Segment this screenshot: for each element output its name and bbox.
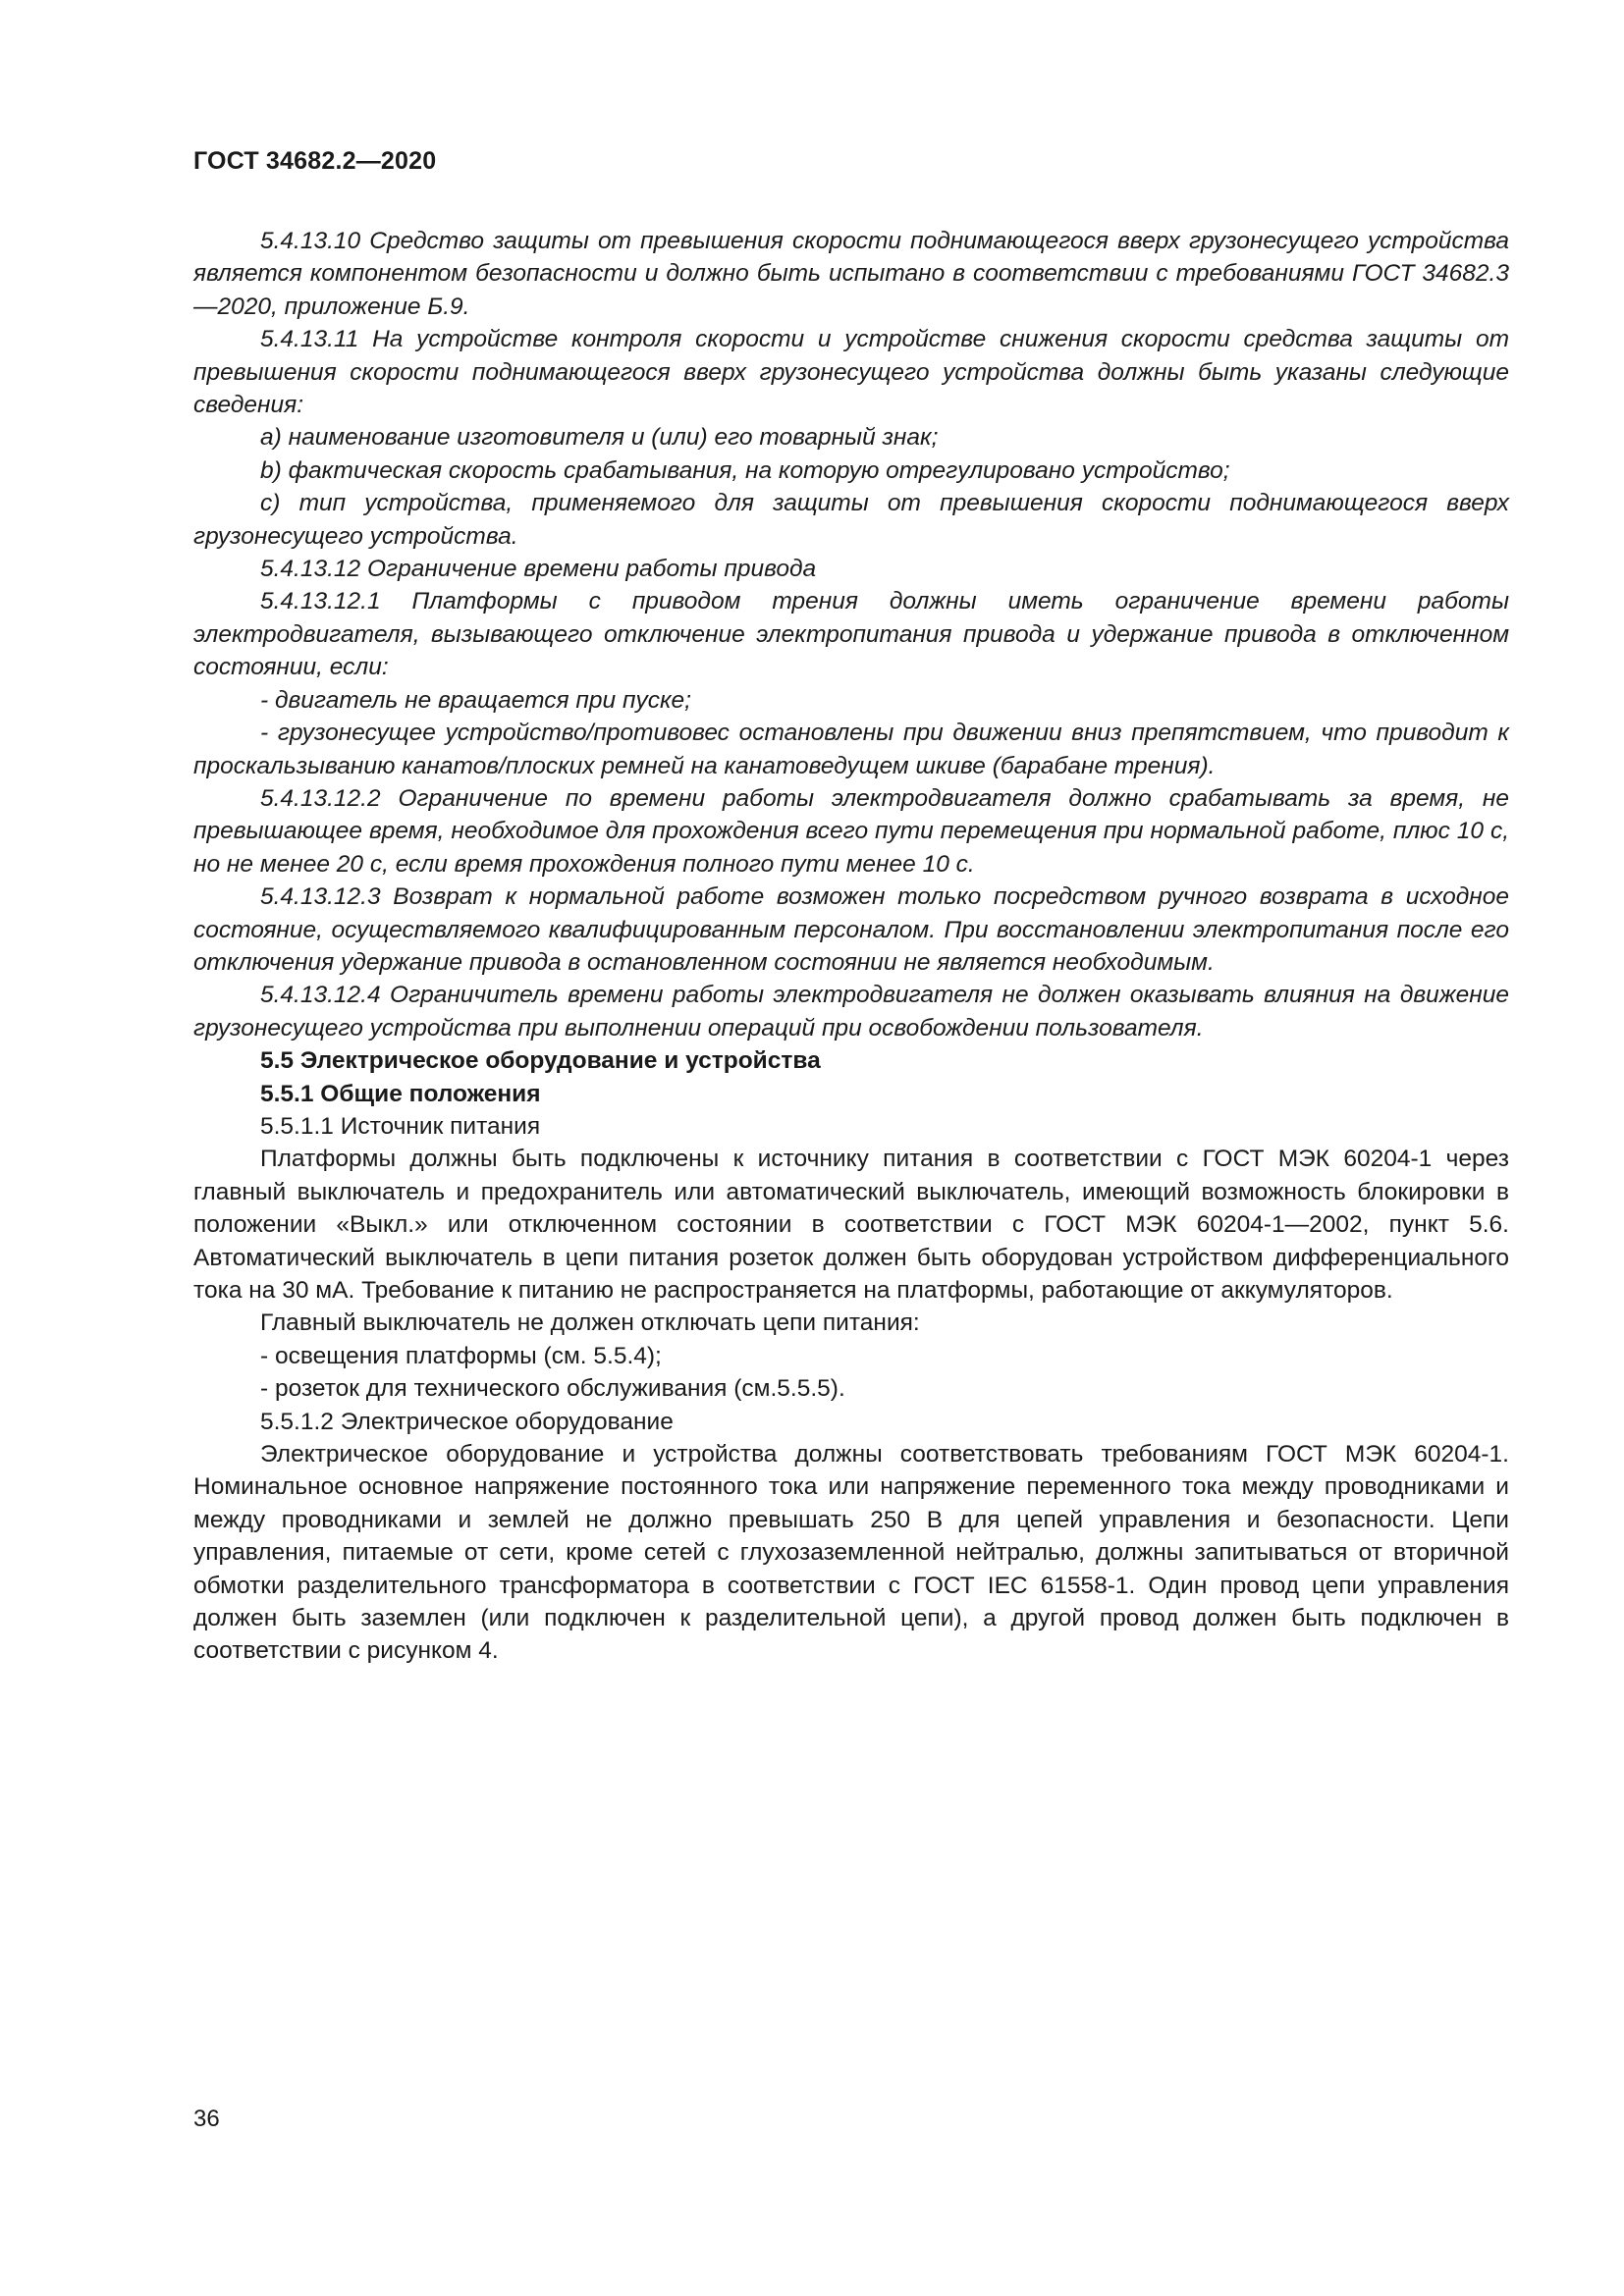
document-header: ГОСТ 34682.2—2020 (193, 147, 437, 175)
paragraph-5-5-1-2-title: 5.5.1.2 Электрическое оборудование (260, 1408, 674, 1435)
page-number: 36 (193, 2106, 220, 2132)
list-item-sockets: - розеток для технического обслуживания (см.5.5.5). (260, 1375, 845, 1403)
list-item-dash-2: - грузонесущее устройство/противовес остановлены при движении вниз препятствием, что приводит к проскальзыванию канатов/плоских ремней на канатоведущем шкиве (барабане трения). (193, 720, 1509, 779)
paragraph-main-switch: Главный выключатель не должен отключать цепи питания: (260, 1309, 920, 1337)
list-item-b: b) фактическая скорость срабатывания, на которую отрегулировано устройство; (260, 456, 1230, 484)
section-heading-5-5: 5.5 Электрическое оборудование и устройства (260, 1047, 821, 1075)
paragraph-5-4-13-12-2: 5.4.13.12.2 Ограничение по времени работы электродвигателя должно срабатывать за время, не превышающее время, необходимое для прохождения всего пути перемещения при нормальной работе, плюс 10 с, но не менее 20 с, если время прохождения полного пути менее 10 с. (193, 784, 1509, 878)
paragraph-5-4-13-12-3: 5.4.13.12.3 Возврат к нормальной работе возможен только посредством ручного возврата в исходное состояние, осуществляемого квалифицированным персоналом. При восстановлении электропитания после его отключения удержание привода в остановленном состоянии не является необходимым. (193, 883, 1509, 976)
paragraph-5-4-13-12-1: 5.4.13.12.1 Платформы с приводом трения должны иметь ограничение времени работы электродвигателя, вызывающего отключение электропитания привода и удержание привода в отключенном состоянии, если: (193, 588, 1509, 681)
section-5-5-1 (193, 1110, 1509, 1668)
paragraph-electrical-equipment: Электрическое оборудование и устройства должны соответствовать требованиям ГОСТ МЭК 60204-1. Номинальное основное напряжение постоянного тока или напряжение переменного тока между проводниками и между проводниками и землей не должно превышать 250 В для цепей управления и безопасности. Цепи управления, питаемые от сети, кроме сетей с глухозаземленной нейтралью, должны запитываться от вторичной обмотки разделительного трансформатора в соответствии с ГОСТ IEC 61558-1. Один провод цепи управления должен быть заземлен (или подключен к разделительной цепи), а другой провод должен быть подключен в соответствии с рисунком 4. (193, 1441, 1509, 1665)
list-item-c: c) тип устройства, применяемого для защиты от превышения скорости поднимающегося вверх грузонесущего устройства. (193, 490, 1509, 550)
paragraph-5-4-13-12-4: 5.4.13.12.4 Ограничитель времени работы электродвигателя не должен оказывать влияния на движение грузонесущего устройства при выполнении операций при освобождении пользователя. (193, 982, 1509, 1041)
document-body (193, 225, 1509, 1668)
section-5-4-13 (193, 225, 1509, 1044)
paragraph-5-4-13-12: 5.4.13.12 Ограничение времени работы привода (260, 556, 817, 583)
list-item-a: a) наименование изготовителя и (или) его товарный знак; (260, 424, 939, 452)
list-item-dash-1: - двигатель не вращается при пуске; (260, 686, 691, 714)
list-item-lighting: - освещения платформы (см. 5.5.4); (260, 1342, 662, 1369)
paragraph-power-source: Платформы должны быть подключены к источнику питания в соответствии с ГОСТ МЭК 60204-1 через главный выключатель и предохранитель или автоматический выключатель, имеющий возможность блокировки в положении «Выкл.» или отключенном состоянии в соответствии с ГОСТ МЭК 60204-1—2002, пункт 5.6. Автоматический выключатель в цепи питания розеток должен быть оборудован устройством дифференциального тока на 30 мА. Требование к питанию не распространяется на платформы, работающие от аккумуляторов. (193, 1146, 1509, 1304)
paragraph-5-4-13-11: 5.4.13.11 На устройстве контроля скорости и устройстве снижения скорости средства защиты от превышения скорости поднимающегося вверх грузонесущего устройства должны быть указаны следующие сведения: (193, 326, 1509, 419)
section-heading-5-5-1: 5.5.1 Общие положения (260, 1080, 541, 1107)
paragraph-5-5-1-1-title: 5.5.1.1 Источник питания (260, 1112, 541, 1140)
paragraph-5-4-13-10: 5.4.13.10 Средство защиты от превышения скорости поднимающегося вверх грузонесущего устройства является компонентом безопасности и должно быть испытано в соответствии с требованиями ГОСТ 34682.3—2020, приложение Б.9. (193, 228, 1509, 320)
